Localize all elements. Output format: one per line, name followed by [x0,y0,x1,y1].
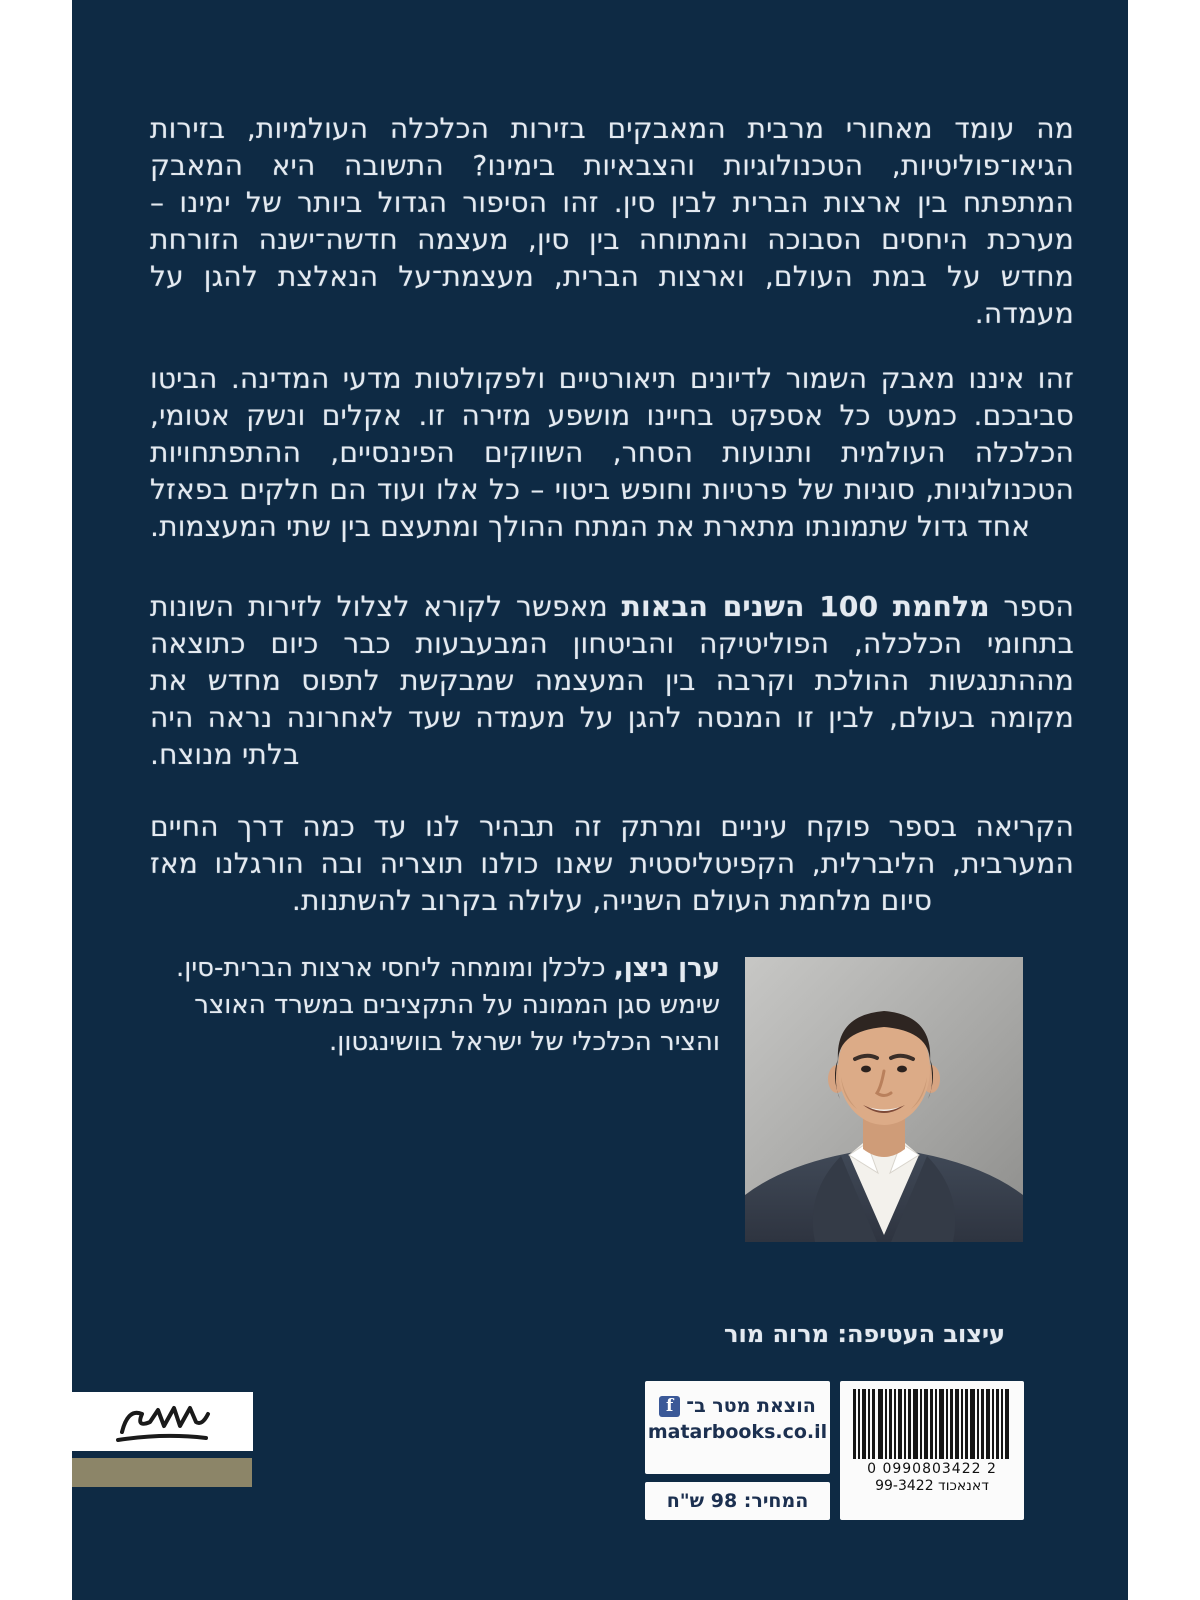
paragraph-4-rest: מאפשר לקורא לצלול לזירות השונות בתחומי הכלכלה, הפוליטיקה והביטחון המבעבעות כבר כיום כתוצאה מההתנגשות ההולכת וקרבה בין המעצמה שמבקשת לתפוס מחדש את מקומה בעולם, לבין זו המנסה להגן על מעמדה שעד לאחרונה נראה היה בלתי מנוצח. [150,590,1074,771]
paragraph-2-text: זהו הסיפור הגדול ביותר של ימינו – מערכת היחסים הסבוכה והמתוחה בין סין, מעצמה חדשה־ישנה הזורחת מחדש על במת העולם, וארצות הברית, מעצמת־על הנאלצת להגן על מעמדה. [150,186,1074,330]
author-name: ערן ניצן, [613,953,720,983]
book-title-inline: מלחמת 100 השנים הבאות [621,590,990,623]
matar-logo [108,1396,218,1448]
facebook-icon: f [659,1396,680,1417]
publisher-logo-band [72,1392,253,1451]
barcode-box [840,1381,1024,1520]
book-back-cover [72,0,1128,1600]
price-box [645,1482,830,1520]
publisher-contact-box [645,1381,830,1474]
publisher-facebook-line [645,1395,830,1417]
paragraph-reading [150,808,1074,919]
paragraph-5-text: הקריאה בספר פוקח עיניים ומרתק זה תבהיר לנו עד כמה דרך החיים המערבית, הליברלית, הקפיטליסטית שאנו כולנו תוצריה ובה הורגלנו מאז סיום מלחמת העולם השנייה, עלולה בקרוב להשתנות. [150,810,1074,917]
author-bio [150,950,720,1061]
barcode [853,1389,1011,1459]
price-label: המחיר: 98 ש"ח [666,1490,809,1512]
author-photo [745,957,1023,1242]
publisher-website: matarbooks.co.il [647,1421,828,1443]
barcode-number: 0 0990803422 2 [867,1461,997,1477]
olive-accent-band [72,1458,252,1487]
danacode: דאנאכוד 99-3422 [875,1478,989,1494]
paragraph-3-text: זהו איננו מאבק השמור לדיונים תיאורטיים ולפקולטות מדעי המדינה. הביטו סביבכם. כמעט כל אספקט בחיינו מושפע מזירה זו. אקלים ונשק אטומי, הכלכלה העולמית ותנועות הסחר, השווקים הפיננסיים, ההתפתחויות הטכנולוגיות, סוגיות של פרטיות וחופש ביטוי – כל אלו ועוד הם חלקים בפאזל אחד גדול שתמונתו מתארת את המתח ההולך ומתעצם בין שתי המעצמות. [150,362,1074,543]
paragraph-intro [150,110,1074,332]
paragraph-book [150,588,1074,773]
author-bio-text: כלכלן ומומחה ליחסי ארצות הברית-סין. שימש סגן הממונה על התקציבים במשרד האוצר והציר הכלכלי של ישראל בוושינגטון. [175,953,720,1057]
cover-design-credit: עיצוב העטיפה: מרוה מור [724,1320,1005,1348]
paragraph-4-prefix: הספר [989,590,1075,623]
paragraph-arena [150,360,1074,545]
paragraph-1-text: מה עומד מאחורי מרבית המאבקים בזירות הכלכלה העולמיות, בזירות הגיאו־פוליטיות, הטכנולוגיות והצבאיות בימינו? התשובה היא המאבק המתפתח בין ארצות הברית לבין סין. [150,112,1074,219]
publisher-facebook-text: הוצאת מטר ב־ [686,1395,816,1417]
